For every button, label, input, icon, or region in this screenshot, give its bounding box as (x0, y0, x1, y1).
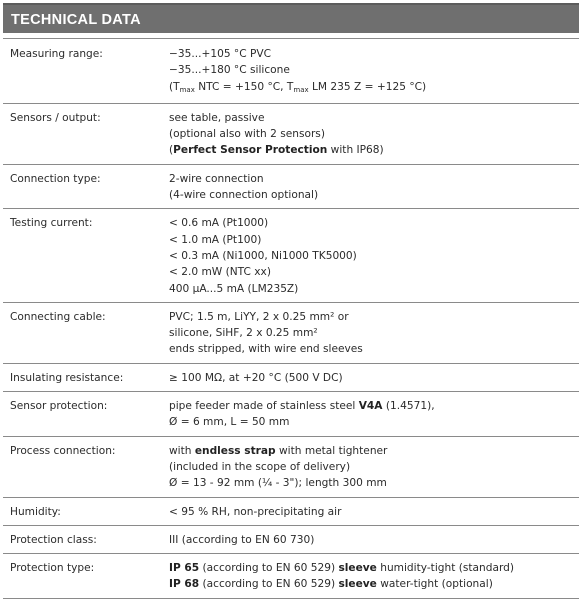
spec-value-line (169, 576, 579, 592)
spec-value-line (169, 264, 579, 280)
text-run: < 95 % RH, non-precipitating air (169, 505, 342, 518)
spec-row (3, 165, 579, 210)
text-run: with IP68) (327, 144, 384, 157)
text-run: −35...+180 °C silicone (169, 64, 290, 77)
text-run: silicone, SiHF, 2 x 0.25 mm² (169, 327, 318, 340)
text-run: (4-wire connection optional) (169, 189, 319, 202)
spec-value (169, 560, 579, 593)
text-run: PVC; 1.5 m, LiYY, 2 x 0.25 mm² or (169, 310, 349, 323)
spec-value-line (169, 414, 579, 430)
text-run: with metal tightener (275, 444, 388, 457)
text-run: < 2.0 mW (NTC xx) (169, 266, 271, 279)
spec-label: Humidity: (10, 505, 61, 518)
spec-value-line (169, 79, 579, 98)
spec-label: Sensor protection: (10, 400, 108, 413)
spec-value (169, 171, 579, 204)
spec-row (3, 554, 579, 599)
spec-value-line (169, 370, 579, 386)
spec-row (3, 364, 579, 392)
spec-row (3, 392, 579, 437)
text-run: (T (169, 80, 180, 93)
text-run: −35...+105 °C PVC (169, 48, 272, 60)
spec-value-line (169, 341, 579, 357)
spec-value (169, 398, 579, 431)
text-run: < 0.3 mA (Ni1000, Ni1000 TK5000) (169, 249, 357, 262)
text-run: pipe feeder made of stainless steel (169, 400, 359, 413)
text-run: (optional also with 2 sensors) (169, 128, 325, 141)
spec-value (169, 215, 579, 296)
bold-text: Perfect Sensor Protection (173, 144, 328, 157)
spec-value (169, 443, 579, 492)
bold-text: IP 68 (169, 578, 200, 591)
spec-value (169, 370, 579, 386)
spec-value-line (169, 171, 579, 187)
bold-text: V4A (358, 400, 383, 413)
text-run: NTC = +150 °C, T (194, 80, 294, 93)
spec-value-line (169, 110, 579, 126)
text-run: see table, passive (169, 111, 265, 124)
text-run: (according to EN 60 529) (199, 578, 339, 591)
spec-row (3, 209, 579, 302)
spec-value-line (169, 142, 579, 158)
text-run: (1.4571), (382, 400, 435, 413)
spec-label: Process connection: (10, 444, 116, 457)
spec-row (3, 38, 579, 104)
spec-value-line (169, 215, 579, 231)
spec-label: Sensors / output: (10, 111, 101, 124)
spec-label: Insulating resistance: (10, 371, 124, 384)
spec-value (169, 46, 579, 98)
spec-row (3, 526, 579, 554)
spec-value-line (169, 475, 579, 491)
spec-value-line (169, 309, 579, 325)
spec-value-line (169, 532, 579, 548)
spec-value-line (169, 232, 579, 248)
text-run: ( (169, 144, 174, 157)
spec-label: Connecting cable: (10, 310, 106, 323)
bold-text: sleeve (338, 578, 377, 591)
subscript-text: max (179, 85, 195, 94)
text-run: (included in the scope of delivery) (169, 460, 351, 473)
text-run: ends stripped, with wire end sleeves (169, 343, 363, 356)
spec-table (3, 38, 579, 599)
spec-label: Testing current: (10, 217, 93, 230)
technical-data-sheet (3, 3, 579, 599)
spec-label: Protection type: (10, 562, 95, 575)
text-run: humidity-tight (standard) (376, 562, 514, 575)
text-run: Ø = 13 - 92 mm (¼ - 3"); length 300 mm (169, 477, 387, 490)
bold-text: IP 65 (169, 562, 200, 575)
spec-label: Connection type: (10, 172, 101, 185)
text-run: ≥ 100 MΩ, at +20 °C (500 V DC) (169, 371, 343, 384)
spec-value (169, 504, 579, 520)
spec-value-line (169, 187, 579, 203)
spec-value (169, 532, 579, 548)
spec-value-line (169, 504, 579, 520)
spec-value-line (169, 459, 579, 475)
spec-value (169, 110, 579, 159)
spec-row (3, 437, 579, 498)
spec-value-line (169, 281, 579, 297)
spec-value-line (169, 62, 579, 78)
text-run: LM 235 Z = +125 °C) (308, 80, 427, 93)
text-run: 2-wire connection (169, 172, 264, 185)
text-run: (according to EN 60 529) (199, 562, 339, 575)
spec-row (3, 498, 579, 526)
text-run: 400 µA...5 mA (LM235Z) (169, 282, 299, 295)
text-run: Ø = 6 mm, L = 50 mm (169, 416, 290, 429)
text-run: with (169, 444, 195, 457)
spec-label: Measuring range: (10, 48, 103, 60)
text-run: < 0.6 mA (Pt1000) (169, 217, 269, 230)
spec-value-line (169, 325, 579, 341)
spec-row (3, 104, 579, 165)
text-run: water-tight (optional) (376, 578, 493, 591)
bold-text: sleeve (338, 562, 377, 575)
text-run: III (according to EN 60 730) (169, 533, 315, 546)
spec-value (169, 309, 579, 358)
subscript-text: max (293, 85, 309, 94)
spec-value-line (169, 46, 579, 62)
spec-value-line (169, 126, 579, 142)
spec-value-line (169, 248, 579, 264)
bold-text: endless strap (194, 444, 276, 457)
spec-row (3, 303, 579, 364)
spec-value-line (169, 443, 579, 459)
spec-value-line (169, 560, 579, 576)
spec-label: Protection class: (10, 533, 97, 546)
section-header: TECHNICAL DATA (3, 3, 579, 33)
text-run: < 1.0 mA (Pt100) (169, 233, 262, 246)
spec-value-line (169, 398, 579, 414)
